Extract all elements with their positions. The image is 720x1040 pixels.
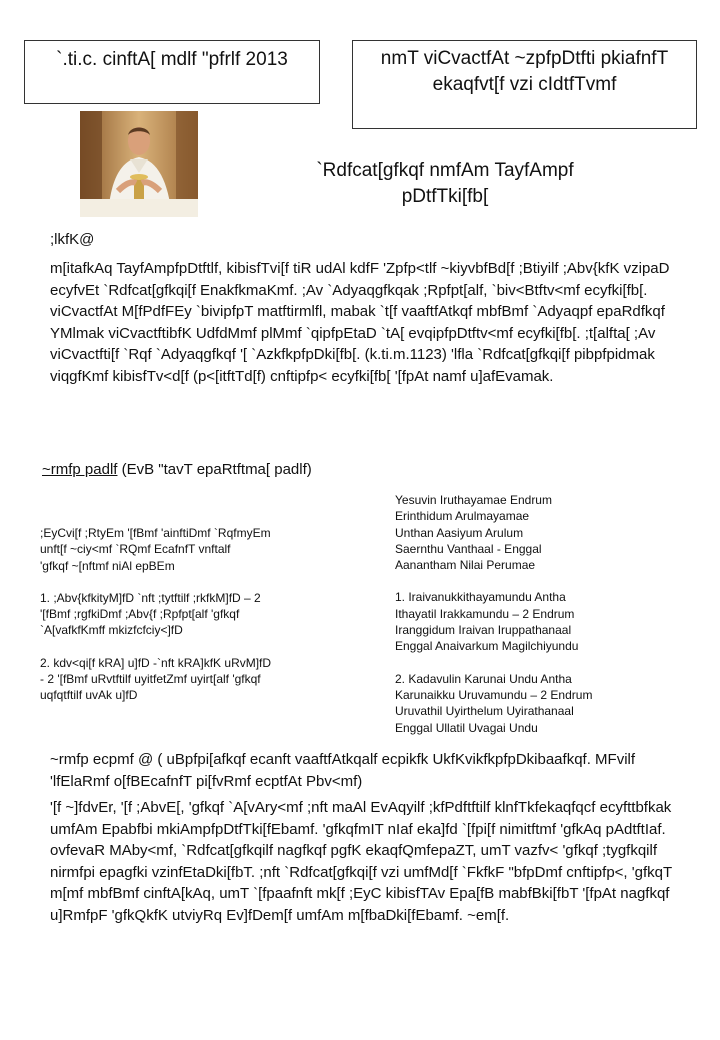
lyrics-tamil-column bbox=[40, 525, 360, 704]
header-right-line1: nmT viCvactfAt ~zpfpDtfti pkiafnfT bbox=[380, 48, 669, 69]
lyric-line: 2. Kadavulin Karunai Undu Antha bbox=[395, 671, 572, 686]
section-heading: ;lkfK@ bbox=[50, 231, 95, 248]
priest-photo bbox=[80, 111, 198, 217]
lyric-line: 1. Iraivanukkithayamundu Antha bbox=[395, 590, 566, 605]
header-left-box bbox=[24, 40, 320, 104]
page-title bbox=[290, 158, 600, 210]
header-right-line2: ekaqfvt[f vzi cIdtfTvmf bbox=[432, 74, 617, 95]
prayer-paragraph: '[f ~]fdvEr, '[f ;AbvE[, 'gfkqf `A[vAry<mf ;nft maAl EvAqyilf ;kfPdftftilf klnfTkfekaqfqcf ecyfttbfkak umfAm Epabfbi mkiAmpfpDtfTki[fEbamf. 'gfkqfmIT nIaf eka]fd `[fpi[f nimitftmf 'gfkAq pAdtftIaf. ovfevaR MAby<mf, `Rdfcat[gfkqilf nagfkqf pgfK ekaqfQmfepaZT, umT vazfv< 'gfkqf ;tygfkqilf nirmfpi epagfki vzinfEtaDki[fbT. ;nft `Rdfcat[gfkqi[f vzi umfMd[f `FkfkF "bfpDmf cnftipfp<, 'gfkqT m[mf mbfBmf cinftA[kAq, umT `[fpaafnft mk[f ;EyC kibisfTAv Epa[fB mabfBki[fbT '[fpAt nagfkqf u]RmfpF 'gfkQkfK utviyRq Ev]fDem[f umfAm m[fbaDki[fEbamf. ~em[f. bbox=[50, 799, 672, 924]
lyric-line: Yesuvin Iruthayamae Endrum bbox=[395, 493, 552, 507]
prayer-instruction: ~rmfp ecpmf @ ( uBpfpi[afkqf ecanft vaaftfAtkqalf ecpikfk UkfKvikfkpfpDkibaafkqf. MFvilf 'lfElaRmf o[fBEcafnfT pi[fvRmf ecptfAt Pbv<mf) bbox=[50, 751, 636, 790]
lyric-line: '[fBmf ;rgfkiDmf ;Abv{f ;Rpfpt[alf 'gfkqf bbox=[40, 607, 240, 622]
lyric-line: Unthan Aasiyum Arulum bbox=[395, 525, 524, 540]
lyric-line: Aanantham Nilai Perumae bbox=[395, 558, 536, 573]
lyric-line: Enggal Ullatil Uvagai Undu bbox=[395, 720, 538, 735]
lyric-line: Saernthu Vanthaal - Enggal bbox=[395, 541, 542, 556]
lyric-line: Iranggidum Iraivan Iruppathanaal bbox=[395, 623, 572, 638]
lyric-line: Uruvathil Uyirthelum Uyirathanaal bbox=[395, 704, 574, 719]
lyric-line: `A[vafkfKmff mkizfcfciy<]fD bbox=[40, 623, 183, 638]
title-line2: pDtfTki[fb[ bbox=[401, 186, 489, 207]
lyric-line: ;EyCvi[f ;RtyEm '[fBmf 'ainftiDmf `RqfmyEm bbox=[40, 526, 271, 540]
song-title: (EvB "tavT epaRtftma[ padlf) bbox=[117, 461, 312, 478]
title-line1: `Rdfcat[gfkqf nmfAm TayfAmpf bbox=[316, 160, 574, 181]
header-left-text: `.ti.c. cinftA[ mdlf "pfrlf 2013 bbox=[56, 49, 288, 70]
lyric-line: uqfqtftilf uvAk u]fD bbox=[40, 688, 138, 703]
lyric-line: 1. ;Abv{kfkityM]fD `nft ;tytftilf ;rkfkM]fD – 2 bbox=[40, 590, 261, 605]
lyric-line: Ithayatil Irakkamundu – 2 Endrum bbox=[395, 606, 575, 621]
lyric-line: unft[f ~ciy<mf `RQmf EcafnfT vnftalf bbox=[40, 542, 231, 557]
lyric-line: 2. kdv<qi[f kRA] u]fD -`nft kRA]kfK uRvM]fD bbox=[40, 655, 272, 670]
header-right-box bbox=[352, 40, 697, 129]
song-label: ~rmfp padlf bbox=[42, 461, 118, 478]
song-line bbox=[42, 461, 312, 478]
lyric-line: Enggal Anaivarkum Magilchiyundu bbox=[395, 639, 579, 654]
lyric-line: - 2 '[fBmf uRvtftilf uyitfetZmf uyirt[alf 'gfkqf bbox=[40, 672, 261, 687]
lyric-line: Karunaikku Uruvamundu – 2 Endrum bbox=[395, 687, 593, 702]
intro-paragraph: m[itafkAq TayfAmpfpDtftlf, kibisfTvi[f tiR udAl kdfF 'Zpfp<tlf ~kiyvbfBd[f ;Btiyilf ;Abv{kfK vzipaD ecyfvEt `Rdfcat[gfkqi[f EnakfkmaKmf. ;Av `Adyaqgfkqak ;Rpfpt[alf, `biv<Btftv<mf ecyfki[fb[. viCvactfAt M[fPdfFEy `bivipfpT matftirmlfl, mabak `t[f vaaftfAtkqf mbfBmf `Adyaqpf epaRdfkqf YMlmak viCvactftibfK UdfdMmf plMmf `qipfpEtaD `tA[ evqipfpDtftv<mf ecyfki[fb[. ;t[alfta[ ;Av viCvactfti[f `Rqf `Adyaqgfkqf '[ `AzkfkpfpDki[fb[. (k.ti.m.1123) 'lfla `Rdfcat[gfkqi[f pibpfpidmak viqgfKmf kibisfTv<d[f (p<[itftTd[f) cnftipfp< ecyfki[fb[ '[fpAt namf u]afEvamak. bbox=[50, 260, 670, 385]
lyrics-transliteration-column bbox=[395, 492, 695, 736]
lyric-line: 'gfkqf ~[nftmf niAl epBEm bbox=[40, 558, 175, 573]
lyric-line: Erinthidum Arulmayamae bbox=[395, 509, 530, 524]
